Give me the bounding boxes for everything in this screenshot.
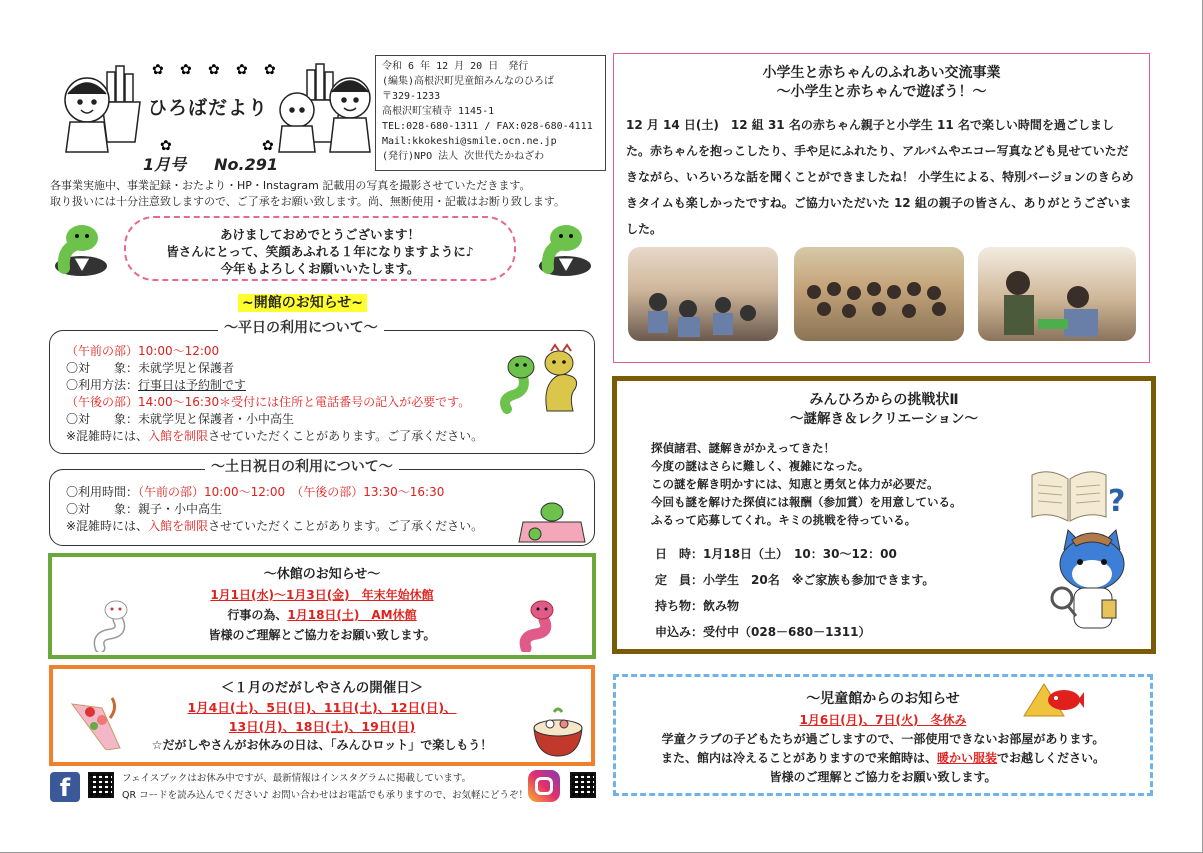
photo-notice-line: 各事業実施中、事業記録・おたより・HP・Instagram 記載用の写真を撮影させていただきます。 bbox=[50, 179, 531, 192]
sns-footer bbox=[50, 770, 610, 808]
closure-title: ～休館のお知らせ～ bbox=[263, 567, 381, 582]
challenge-capacity: 定 員：小学生 20名 ※ご家族も参加できます。 bbox=[655, 573, 935, 587]
challenge-date: 日 時：1月18日（土） 10：30～12：00 bbox=[655, 547, 897, 561]
weekend-crowd-notice bbox=[66, 518, 578, 535]
dagashiya-dates-1: 1月4日(土)、5日(日)、11日(土)、12日(日)、 bbox=[187, 700, 457, 715]
winter-break-dates: 1月6日(月)、7日(火) 冬休み bbox=[799, 713, 967, 727]
crowd-notice bbox=[66, 428, 578, 445]
crowd-prefix: ※混雑時には、 bbox=[66, 429, 149, 443]
photo-notice-line: 取り扱いには十分注意致しますので、ご了承をお願い致します。尚、無断使用・記載はお断り致します。 bbox=[50, 195, 566, 208]
closure-event-date: 1月18日(土) AM休館 bbox=[287, 608, 417, 622]
sns-message bbox=[122, 770, 542, 804]
weekend-usage-title: ～土日祝日の利用について～ bbox=[205, 459, 399, 476]
am-session-time: （午前の部）10:00～12:00 bbox=[66, 344, 220, 358]
dagashiya-dates-2: 13日(月)、18日(土)、19日(日) bbox=[228, 719, 416, 734]
exchange-body: 12 月 14 日(土) 12 組 31 名の赤ちゃん親子と小学生 11 名で楽しい時間を過ごしました。赤ちゃんを抱っこしたり、手や足にふれたり、アルバムやエコー写真なども見せていただきながら、いろいろな話を聞くことができましたね！ 小学生による、特別バージョンのきらめきタイムも楽しかったですね。ご協力いただいた 12 組の親子の皆さん、ありがとうございました。 bbox=[626, 118, 1134, 236]
greeting-line: あけましておめでとうございます！ bbox=[219, 227, 420, 242]
facebook-qr-code[interactable] bbox=[88, 772, 114, 798]
white-snake-icon bbox=[92, 592, 132, 652]
clothing-prefix: また、館内は冷えることがありますので来館時は、 bbox=[660, 751, 937, 765]
publish-date: 令和 6 年 12 月 20 日 発行 bbox=[382, 61, 529, 72]
weekend-time bbox=[66, 484, 578, 501]
photo-notice bbox=[50, 178, 610, 210]
snake-and-dragon-icon bbox=[497, 343, 587, 415]
challenge-apply: 申込み：受付中（028－680－1311） bbox=[655, 625, 871, 639]
children-hall-line: 学童クラブの子どもたちが過ごしますので、一部使用できないお部屋があります。 bbox=[661, 732, 1105, 746]
am-method-label: 〇利用方法： bbox=[66, 378, 139, 392]
event-photo-2 bbox=[794, 247, 964, 341]
dagashiya-title: ＜１月のだがしやさんの開催日＞ bbox=[220, 680, 424, 696]
challenge-intro-line: 今回も謎を解けた探偵には報酬（参加賞）を用意している。 bbox=[651, 495, 962, 509]
weekend-time-pm: （午後の部）13:30～16:30 bbox=[297, 485, 445, 499]
crowd-suffix: させていただくことがあります。ご了承ください。 bbox=[208, 429, 484, 443]
sns-line: QR コードを読み込んでください♪ お問い合わせはお電話でも承りますので、お気軽にどうぞ！ bbox=[122, 790, 528, 801]
clothing-warm: 暖かい服装 bbox=[936, 751, 997, 765]
issue-number bbox=[143, 152, 306, 175]
ozoni-bowl-icon bbox=[530, 704, 586, 760]
weekend-time-label: 〇利用時間： bbox=[66, 485, 139, 499]
am-method-value: 行事日は予約制です bbox=[138, 378, 247, 392]
instagram-icon[interactable] bbox=[528, 770, 560, 802]
editor: (編集)高根沢町児童館みんなのひろば bbox=[382, 76, 555, 87]
svg-text:✿: ✿ bbox=[180, 62, 192, 78]
svg-text:✿: ✿ bbox=[236, 62, 248, 78]
detective-cat-icon bbox=[1046, 520, 1138, 640]
snake-mascot-left-icon bbox=[50, 218, 112, 280]
crowd-restrict: 入館を制限 bbox=[148, 519, 209, 533]
event-photo-3 bbox=[978, 247, 1136, 341]
publisher-info-box bbox=[375, 55, 606, 171]
issue-month: 1月号 bbox=[143, 155, 187, 174]
closure-request: 皆様のご理解とご協力をお願い致します。 bbox=[208, 628, 436, 642]
facebook-icon[interactable]: f bbox=[50, 772, 80, 802]
crowd-restrict: 入館を制限 bbox=[148, 429, 209, 443]
weekend-target: 〇対 象：親子・小中高生 bbox=[66, 502, 223, 516]
am-target: 〇対 象：未就学児と保護者 bbox=[66, 361, 235, 375]
weekend-time-am: （午前の部）10:00～12:00 bbox=[138, 485, 286, 499]
instagram-qr-code[interactable] bbox=[570, 772, 596, 798]
challenge-intro-line: この謎を解き明かすには、知恵と勇気と体力が必要だ。 bbox=[651, 477, 939, 491]
flower-bouquet-icon bbox=[68, 690, 126, 750]
email: Mail:kkokeshi@smile.ocn.ne.jp bbox=[382, 136, 557, 147]
event-photo-1 bbox=[628, 247, 778, 341]
greeting-line: 今年もよろしくお願いいたします。 bbox=[220, 261, 420, 276]
address: 高根沢町宝積寺 1145-1 bbox=[382, 106, 495, 117]
svg-text:✿: ✿ bbox=[208, 62, 220, 78]
phone-fax: TEL:028-680-1311 / FAX:028-680-4111 bbox=[382, 121, 593, 132]
weekend-usage-box bbox=[49, 459, 595, 546]
closure-event-prefix: 行事の為、 bbox=[227, 608, 288, 622]
challenge-items: 持ち物：飲み物 bbox=[655, 599, 740, 613]
pm-session-time: （午後の部）14:00～16:30＊受付には住所と電話番号の記入が必要です。 bbox=[66, 395, 471, 409]
postal-code: 〒329-1233 bbox=[382, 91, 441, 102]
question-mark: ? bbox=[1108, 484, 1126, 519]
crowd-prefix: ※混雑時には、 bbox=[66, 519, 149, 533]
fan-and-sea-bream-icon bbox=[1020, 680, 1084, 720]
dagashiya-note: ☆だがしやさんがお休みの日は、「みんひロット」で楽しもう！ bbox=[151, 738, 493, 752]
pink-snake-icon bbox=[518, 592, 558, 652]
clothing-suffix: でお越しください。 bbox=[997, 751, 1106, 765]
open-book-icon bbox=[1030, 467, 1108, 523]
closure-new-year: 1月1日(水)～1月3日(金) 年末年始休館 bbox=[210, 588, 434, 602]
opening-heading bbox=[238, 292, 367, 312]
weekday-usage-title: ～平日の利用について～ bbox=[218, 320, 384, 337]
exchange-title: 小学生と赤ちゃんのふれあい交流事業 bbox=[762, 65, 1001, 81]
sns-line: フェイスブックはお休み中ですが、最新情報はインスタグラムに掲載しています。 bbox=[122, 773, 472, 784]
snake-mascot-right-icon bbox=[534, 218, 596, 280]
svg-text:✿: ✿ bbox=[152, 62, 164, 78]
kotatsu-snake-icon bbox=[517, 500, 587, 546]
children-hall-title: ～児童館からのお知らせ bbox=[806, 691, 960, 707]
svg-text:✿: ✿ bbox=[160, 138, 172, 154]
opening-heading-text: ~開館のお知らせ~ bbox=[238, 294, 367, 312]
closure-event bbox=[52, 605, 592, 625]
crowd-suffix: させていただくことがあります。ご了承ください。 bbox=[208, 519, 484, 533]
challenge-intro-line: 探偵諸君、謎解きがかえってきた！ bbox=[651, 441, 835, 455]
pm-target: 〇対 象：未就学児と保護者・小中高生 bbox=[66, 412, 295, 426]
challenge-subtitle: ～謎解き＆レクリエーション～ bbox=[790, 411, 978, 427]
children-hall-clothing bbox=[616, 749, 1150, 768]
svg-text:✿: ✿ bbox=[262, 138, 274, 154]
challenge-title: みんひろからの挑戦状Ⅱ bbox=[809, 392, 959, 408]
greeting-line: 皆さんにとって、笑顔あふれる１年になりますように♪ bbox=[166, 244, 474, 259]
exchange-subtitle: ～小学生と赤ちゃんで遊ぼう！～ bbox=[776, 84, 987, 100]
new-year-greeting-bubble bbox=[124, 216, 516, 281]
challenge-intro-line: ふるって応募してくれ。キミの挑戦を待っている。 bbox=[651, 513, 917, 527]
dagashiya-schedule-box bbox=[49, 665, 595, 766]
newsletter-title: ひろばだより bbox=[148, 97, 269, 119]
issue-no: No.291 bbox=[214, 155, 278, 174]
publisher: (発行)NPO 法人 次世代たかねざわ bbox=[382, 151, 545, 162]
challenge-intro-line: 今度の謎はさらに難しく、複雑になった。 bbox=[651, 459, 870, 473]
children-hall-request: 皆様のご理解とご協力をお願い致します。 bbox=[769, 770, 997, 784]
svg-text:✿: ✿ bbox=[264, 62, 276, 78]
